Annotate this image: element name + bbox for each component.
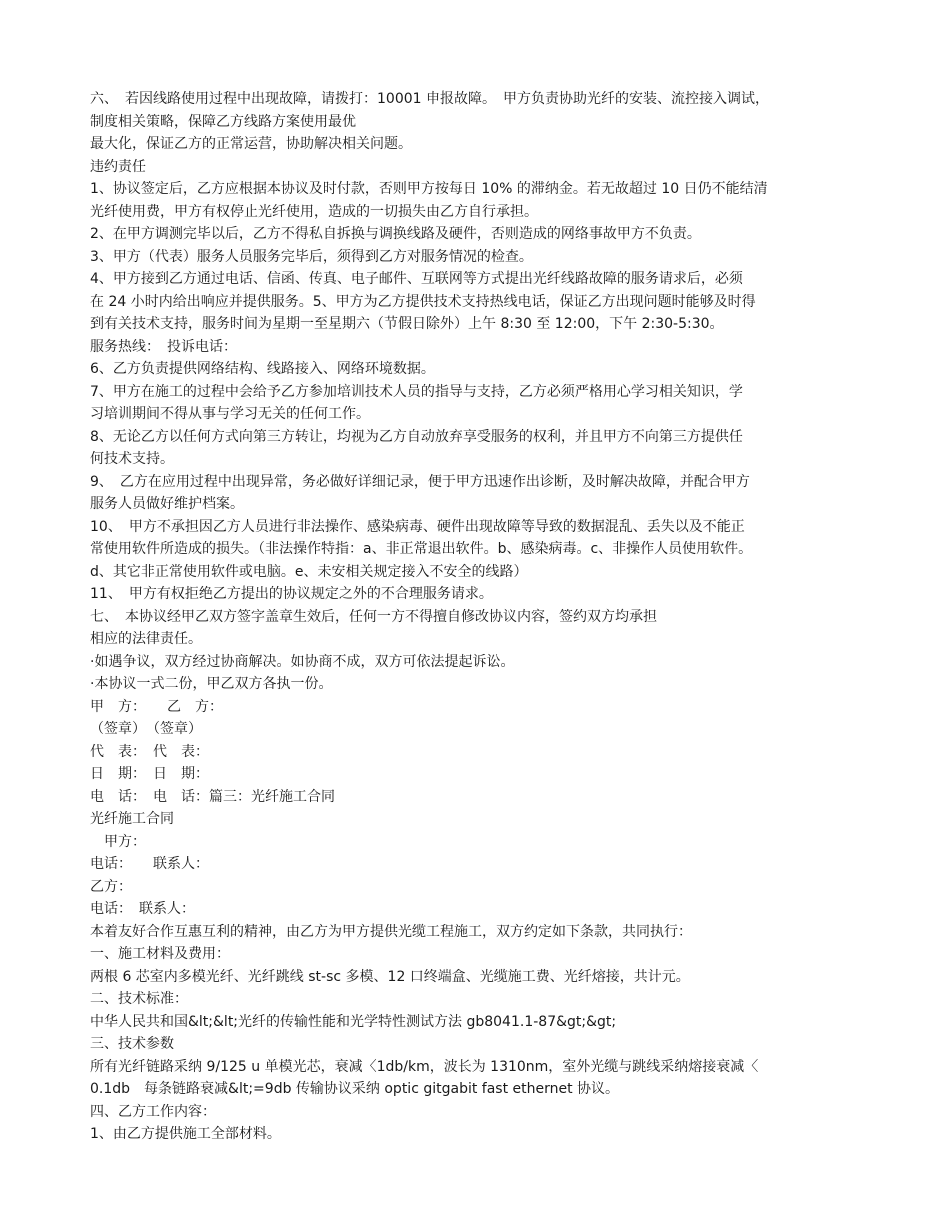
- section-heading: 违约责任: [90, 158, 146, 175]
- text-line: 0.1db 每条链路衰减&lt;=9db 传输协议采纳 optic gitgabit fast ethernet 协议。: [90, 1081, 620, 1097]
- section-heading: 二、技术标准：: [90, 991, 188, 1007]
- text-line: 电话： 联系人：: [90, 856, 209, 872]
- text-line: 电话： 联系人：: [90, 901, 195, 917]
- document-body: [90, 88, 880, 1146]
- text-line: 光纤使用费，甲方有权停止光纤使用，造成的一切损失由乙方自行承担。: [90, 203, 538, 220]
- section-heading: 一、施工材料及费用：: [90, 946, 230, 962]
- signature-line: 日 期： 日 期：: [90, 766, 209, 782]
- text-line: 何技术支持。: [90, 451, 174, 467]
- signature-line: 甲 方： 乙 方：: [90, 698, 223, 715]
- text-line: 本着友好合作互惠互利的精神，由乙方为甲方提供光缆工程施工，双方约定如下条款，共同执行：: [90, 923, 692, 940]
- text-line: 11、 甲方有权拒绝乙方提出的协议规定之外的不合理服务请求。: [90, 586, 493, 602]
- section-heading: 光纤施工合同: [90, 811, 174, 827]
- signature-line: 代 表： 代 表：: [90, 743, 209, 760]
- text-line: 7、甲方在施工的过程中会给予乙方参加培训技术人员的指导与支持，乙方必须严格用心学习相关知识，学: [90, 383, 743, 400]
- text-line: 到有关技术支持，服务时间为星期一至星期六（节假日除外）上午 8:30 至 12:00，下午 2:30-5:30。: [90, 316, 724, 332]
- text-line: 中华人民共和国&lt;&lt;光纤的传输性能和光学特性测试方法 gb8041.1-87&gt;&gt;: [90, 1013, 617, 1030]
- text-line: 在 24 小时内给出响应并提供服务。5、甲方为乙方提供技术支持热线电话，保证乙方出现问题时能够及时得: [90, 293, 756, 310]
- text-line: 习培训期间不得从事与学习无关的任何工作。: [90, 406, 370, 422]
- text-line: 相应的法律责任。: [90, 631, 202, 647]
- text-line: 制度相关策略，保障乙方线路方案使用最优: [90, 113, 356, 130]
- text-line: 8、无论乙方以任何方式向第三方转让，均视为乙方自动放弃享受服务的权利，并且甲方不向第三方提供任: [90, 428, 743, 445]
- text-line: 六、 若因线路使用过程中出现故障，请拨打：10001 申报故障。 甲方负责协助光纤的安装、流控接入调试，: [90, 91, 769, 107]
- text-line: 4、甲方接到乙方通过电话、信函、传真、电子邮件、互联网等方式提出光纤线路故障的服务请求后，必须: [90, 271, 743, 287]
- text-line: 服务热线： 投诉电话：: [90, 338, 237, 355]
- text-line: 所有光纤链路采纳 9/125 u 单模光芯，衰减〈1db/km，波长为 1310nm，室外光缆与跳线采纳熔接衰减〈: [90, 1058, 759, 1075]
- text-line: 9、 乙方在应用过程中出现异常，务必做好详细记录，便于甲方迅速作出诊断，及时解决故障，并配合甲方: [90, 473, 750, 490]
- section-heading: 四、乙方工作内容：: [90, 1103, 216, 1120]
- text-line: 服务人员做好维护档案。: [90, 496, 244, 512]
- text-line: 3、甲方（代表）服务人员服务完毕后，须得到乙方对服务情况的检查。: [90, 248, 533, 265]
- text-line: 1、由乙方提供施工全部材料。: [90, 1126, 281, 1142]
- text-line: 10、 甲方不承担因乙方人员进行非法操作、感染病毒、硬件出现故障等导致的数据混乱、丢失以及不能正: [90, 518, 745, 535]
- signature-line: （签章） （签章）: [90, 721, 202, 737]
- text-line: 乙方：: [90, 878, 132, 895]
- text-line: 1、协议签定后，乙方应根据本协议及时付款，否则甲方按每日 10% 的滞纳金。若无故超过 10 日仍不能结清: [90, 181, 768, 197]
- text-line: 最大化，保证乙方的正常运营，协助解决相关问题。: [90, 136, 412, 152]
- text-line: 两根 6 芯室内多模光纤、光纤跳线 st-sc 多模、12 口终端盒、光缆施工费、光纤熔接，共计元。: [90, 968, 690, 985]
- text-line: 七、 本协议经甲乙双方签字盖章生效后，任何一方不得擅自修改协议内容，签约双方均承担: [90, 608, 657, 625]
- text-line: 6、乙方负责提供网络结构、线路接入、网络环境数据。: [90, 361, 435, 377]
- text-line: 甲方：: [90, 833, 146, 850]
- signature-line: 电 话： 电 话：篇三：光纤施工合同: [90, 788, 335, 805]
- text-line: 常使用软件所造成的损失。（非法操作特指：a、非正常退出软件。b、感染病毒。c、非操作人员使用软件。: [90, 541, 753, 557]
- section-heading: 三、技术参数: [90, 1036, 174, 1052]
- text-line: ·如遇争议，双方经过协商解决。如协商不成，双方可依法提起诉讼。: [90, 653, 515, 670]
- text-line: d、其它非正常使用软件或电脑。e、未安相关规定接入不安全的线路）: [90, 563, 528, 580]
- text-line: ·本协议一式二份，甲乙双方各执一份。: [90, 676, 333, 692]
- text-line: 2、在甲方调测完毕以后，乙方不得私自拆换与调换线路及硬件，否则造成的网络事故甲方不负责。: [90, 226, 701, 242]
